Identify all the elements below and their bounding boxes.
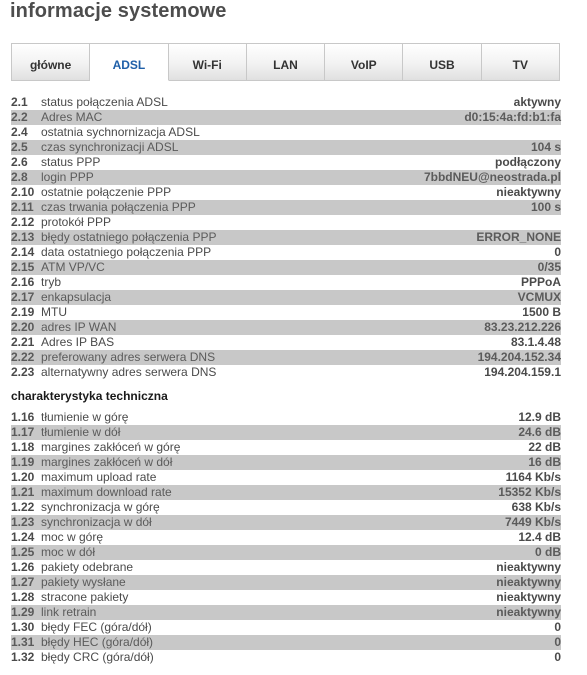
row-number: 2.1 — [11, 95, 28, 109]
table-row — [11, 140, 561, 155]
table-row — [11, 635, 561, 650]
row-label: stracone pakiety — [41, 590, 129, 604]
row-number: 2.19 — [11, 305, 35, 319]
row-number: 2.14 — [11, 245, 35, 259]
row-number: 2.8 — [11, 170, 28, 184]
table-row — [11, 485, 561, 500]
table-row — [11, 320, 561, 335]
row-number: 1.21 — [11, 485, 35, 499]
table-row — [11, 260, 561, 275]
table-row — [11, 215, 561, 230]
row-label: maximum download rate — [41, 485, 172, 499]
row-number: 1.22 — [11, 500, 35, 514]
row-value: 104 s — [530, 140, 561, 154]
row-value: aktywny — [513, 95, 561, 109]
row-label: alternatywny adres serwera DNS — [41, 365, 217, 379]
tab-usb[interactable]: USB — [403, 44, 481, 81]
row-label: status PPP — [41, 155, 101, 169]
row-label: moc w dół — [41, 545, 96, 559]
row-label: status połączenia ADSL — [41, 95, 168, 109]
row-value: 0 dB — [534, 545, 561, 559]
row-number: 1.17 — [11, 425, 35, 439]
row-value: 7449 Kb/s — [504, 515, 561, 529]
section-title-tech: charakterystyka techniczna — [11, 389, 168, 403]
table-row — [11, 500, 561, 515]
row-value: 0 — [554, 620, 561, 634]
table-row — [11, 335, 561, 350]
row-label: protokół PPP — [41, 215, 112, 229]
row-number: 2.17 — [11, 290, 35, 304]
row-number: 2.22 — [11, 350, 35, 364]
table-row — [11, 545, 561, 560]
row-number: 1.16 — [11, 410, 35, 424]
row-number: 1.26 — [11, 560, 35, 574]
row-value: VCMUX — [517, 290, 561, 304]
status-table — [11, 95, 561, 380]
row-value: nieaktywny — [496, 605, 561, 619]
row-value: 12.4 dB — [518, 530, 561, 544]
tab-wifi[interactable]: Wi-Fi — [169, 44, 247, 81]
row-value: 0 — [554, 245, 561, 259]
row-number: 1.23 — [11, 515, 35, 529]
row-value: d0:15:4a:fd:b1:fa — [464, 110, 561, 124]
row-value: 100 s — [530, 200, 561, 214]
row-label: tłumienie w górę — [41, 410, 129, 424]
table-row — [11, 590, 561, 605]
table-row — [11, 425, 561, 440]
row-label: tłumienie w dół — [41, 425, 121, 439]
row-label: pakiety odebrane — [41, 560, 134, 574]
table-row — [11, 350, 561, 365]
table-row — [11, 185, 561, 200]
table-row — [11, 650, 561, 665]
row-label: margines zakłóceń w dół — [41, 455, 173, 469]
table-row — [11, 110, 561, 125]
table-row — [11, 575, 561, 590]
row-number: 1.18 — [11, 440, 35, 454]
table-row — [11, 305, 561, 320]
row-number: 2.15 — [11, 260, 35, 274]
row-value: nieaktywny — [496, 560, 561, 574]
row-value: 0 — [554, 650, 561, 664]
tech-table — [11, 410, 561, 665]
row-label: adres IP WAN — [41, 320, 117, 334]
row-number: 2.10 — [11, 185, 35, 199]
row-number: 2.5 — [11, 140, 28, 154]
row-value: 83.1.4.48 — [510, 335, 561, 349]
table-row — [11, 365, 561, 380]
tab-glowne[interactable]: główne — [12, 44, 90, 81]
row-number: 2.11 — [11, 200, 34, 214]
row-value: ERROR_NONE — [476, 230, 561, 244]
row-label: czas trwania połączenia PPP — [41, 200, 196, 214]
table-row — [11, 245, 561, 260]
row-number: 1.28 — [11, 590, 35, 604]
row-number: 1.19 — [11, 455, 35, 469]
row-number: 2.4 — [11, 125, 28, 139]
table-row — [11, 515, 561, 530]
table-row — [11, 170, 561, 185]
row-label: ostatnia sychnornizacja ADSL — [41, 125, 200, 139]
row-value: 22 dB — [528, 440, 561, 454]
row-number: 2.13 — [11, 230, 35, 244]
row-label: ATM VP/VC — [41, 260, 105, 274]
row-label: preferowany adres serwera DNS — [41, 350, 216, 364]
row-value: 12.9 dB — [518, 410, 561, 424]
row-label: MTU — [41, 305, 67, 319]
row-label: enkapsulacja — [41, 290, 112, 304]
row-value: 15352 Kb/s — [498, 485, 561, 499]
row-number: 1.32 — [11, 650, 35, 664]
page-title: informacje systemowe — [10, 0, 227, 22]
row-label: błędy FEC (góra/dół) — [41, 620, 152, 634]
row-number: 1.29 — [11, 605, 35, 619]
row-value: PPPoA — [520, 275, 561, 289]
table-row — [11, 455, 561, 470]
row-number: 2.6 — [11, 155, 28, 169]
tab-adsl[interactable]: ADSL — [90, 44, 168, 81]
row-label: błędy HEC (góra/dół) — [41, 635, 154, 649]
row-label: data ostatniego połączenia PPP — [41, 245, 212, 259]
table-row — [11, 440, 561, 455]
row-number: 1.25 — [11, 545, 35, 559]
row-label: pakiety wysłane — [41, 575, 126, 589]
table-row — [11, 155, 561, 170]
table-row — [11, 530, 561, 545]
row-number: 1.27 — [11, 575, 35, 589]
row-label: synchronizacja w dół — [41, 515, 152, 529]
row-label: maximum upload rate — [41, 470, 157, 484]
table-row — [11, 230, 561, 245]
row-number: 2.12 — [11, 215, 35, 229]
row-label: moc w górę — [41, 530, 104, 544]
tab-tv[interactable]: TV — [482, 44, 560, 81]
row-number: 1.30 — [11, 620, 35, 634]
row-number: 2.23 — [11, 365, 35, 379]
row-label: ostatnie połączenie PPP — [41, 185, 172, 199]
row-value: 638 Kb/s — [511, 500, 561, 514]
row-value: 24.6 dB — [518, 425, 561, 439]
row-value: 1500 B — [522, 305, 561, 319]
table-row — [11, 605, 561, 620]
row-value: 7bbdNEU@neostrada.pl — [423, 170, 561, 184]
row-value: 194.204.159.1 — [484, 365, 561, 379]
row-number: 2.2 — [11, 110, 28, 124]
row-label: margines zakłóceń w górę — [41, 440, 181, 454]
row-value: nieaktywny — [496, 575, 561, 589]
row-value: 83.23.212.226 — [484, 320, 561, 334]
row-label: Adres MAC — [41, 110, 103, 124]
row-label: link retrain — [41, 605, 97, 619]
table-row — [11, 560, 561, 575]
row-number: 1.20 — [11, 470, 35, 484]
table-row — [11, 125, 561, 140]
row-number: 1.24 — [11, 530, 35, 544]
row-label: login PPP — [41, 170, 94, 184]
row-value: podłączony — [494, 155, 561, 169]
row-value: 1164 Kb/s — [505, 470, 561, 484]
row-value: 0 — [554, 635, 561, 649]
row-value: 194.204.152.34 — [477, 350, 561, 364]
row-number: 1.31 — [11, 635, 35, 649]
row-label: czas synchronizacji ADSL — [41, 140, 179, 154]
table-row — [11, 95, 561, 110]
row-label: błędy CRC (góra/dół) — [41, 650, 154, 664]
row-label: synchronizacja w górę — [41, 500, 160, 514]
row-number: 2.16 — [11, 275, 35, 289]
table-row — [11, 470, 561, 485]
table-row — [11, 200, 561, 215]
row-label: tryb — [41, 275, 62, 289]
row-number: 2.21 — [11, 335, 35, 349]
table-row — [11, 275, 561, 290]
table-row — [11, 620, 561, 635]
row-label: Adres IP BAS — [41, 335, 115, 349]
tab-voip[interactable]: VoIP — [325, 44, 403, 81]
table-row — [11, 290, 561, 305]
tab-lan[interactable]: LAN — [247, 44, 325, 81]
row-number: 2.20 — [11, 320, 35, 334]
table-row — [11, 410, 561, 425]
row-value: nieaktywny — [496, 590, 561, 604]
row-value: nieaktywny — [496, 185, 561, 199]
row-value: 16 dB — [528, 455, 561, 469]
row-label: błędy ostatniego połączenia PPP — [41, 230, 217, 244]
row-value: 0/35 — [537, 260, 561, 274]
tab-bar — [11, 43, 560, 81]
